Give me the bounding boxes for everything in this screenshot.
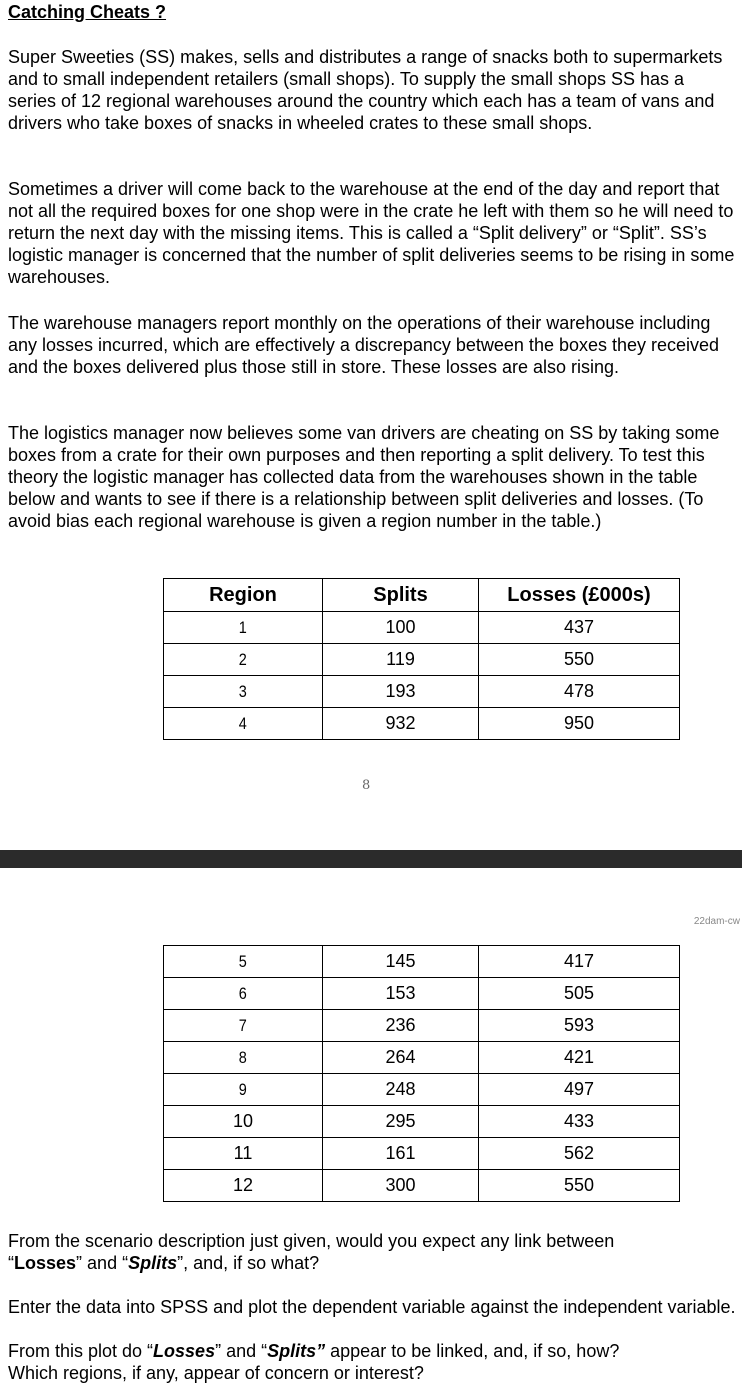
splits-cell: 153 [323,978,479,1010]
paragraph-split-delivery: Sometimes a driver will come back to the warehouse at the end of the day and report that not all the required boxes for one shop were in the crate he left with them so he will need to return the next day with the missing items. This is called a “Split delivery” or “Split”. SS’s logistic manager is concerned that the number of split deliveries seems to be rising in some warehouses. [8,179,735,287]
paragraph-theory: The logistics manager now believes some van drivers are cheating on SS by taking some boxes from a crate for their own purposes and then reporting a split delivery. To test this theory the logistic manager has collected data from the warehouses shown in the table below and wants to see if there is a relationship between split deliveries and losses. (To avoid bias each regional warehouse is given a region number in the table.) [8,423,720,531]
region-cell: 10 [164,1106,323,1138]
splits-cell: 248 [323,1074,479,1106]
region-cell: 11 [164,1138,323,1170]
losses-cell: 437 [479,612,680,644]
question-3 [8,1340,736,1384]
losses-cell: 593 [479,1010,680,1042]
region-cell: 1 [238,618,248,637]
table-row [164,644,680,676]
question-3-post: appear to be linked, and, if so, how? [325,1341,620,1361]
table-header-row [164,579,680,612]
losses-cell: 550 [479,644,680,676]
paragraph-intro: Super Sweeties (SS) makes, sells and distributes a range of snacks both to supermarkets and to small independent retailers (small shops). To supply the small shops SS has a series of 12 regional warehouses around the country which each has a team of vans and drivers who take boxes of snacks in wheeled crates to these small shops. [8,47,723,133]
watermark: 22dam-cw [693,916,740,927]
region-cell: 6 [238,984,248,1003]
losses-cell: 478 [479,676,680,708]
splits-cell: 264 [323,1042,479,1074]
splits-cell: 119 [323,644,479,676]
table-row [164,1042,680,1074]
losses-cell: 950 [479,708,680,740]
question-3-losses: Losses [153,1341,216,1361]
splits-cell: 161 [323,1138,479,1170]
region-cell: 12 [164,1170,323,1202]
losses-cell: 562 [479,1138,680,1170]
splits-cell: 193 [323,676,479,708]
document-title: Catching Cheats ? [8,2,167,22]
table-row [164,1010,680,1042]
losses-cell: 421 [479,1042,680,1074]
table-row [164,946,680,978]
region-cell: 4 [238,714,248,733]
region-cell: 2 [238,650,248,669]
data-table-part-1 [163,578,680,740]
question-1-losses: Losses [14,1253,77,1273]
question-3-mid: ” and “ [215,1341,268,1361]
question-1-splits: Splits [128,1253,178,1273]
table-row [164,1106,680,1138]
question-1-open-quote: “ [8,1253,14,1273]
table-row [164,708,680,740]
page-2 [0,868,742,1396]
losses-cell: 505 [479,978,680,1010]
losses-cell: 433 [479,1106,680,1138]
table-row [164,1138,680,1170]
splits-cell: 100 [323,612,479,644]
losses-cell: 550 [479,1170,680,1202]
header-losses: Losses (£000s) [479,579,680,612]
paragraph-losses: The warehouse managers report monthly on the operations of their warehouse including any losses incurred, which are effectively a discrepancy between the boxes they received and the boxes delivered plus those still in store. These losses are also rising. [8,313,720,377]
splits-cell: 295 [323,1106,479,1138]
losses-cell: 417 [479,946,680,978]
region-cell: 3 [238,682,248,701]
question-1-line-a: From the scenario description just given, would you expect any link between [8,1231,615,1251]
splits-cell: 932 [323,708,479,740]
question-3-pre: From this plot do “ [8,1341,154,1361]
question-3-splits: Splits” [267,1341,326,1361]
table-row [164,676,680,708]
region-cell: 9 [238,1080,248,1099]
question-4: Which regions, if any, appear of concern or interest? [8,1363,424,1383]
question-1-mid: ” and “ [76,1253,129,1273]
region-cell: 7 [238,1016,248,1035]
header-region: Region [164,579,323,612]
region-cell: 5 [238,952,248,971]
question-1-post: ”, and, if so what? [177,1253,320,1273]
splits-cell: 145 [323,946,479,978]
table-row [164,1074,680,1106]
data-table-part-2 [163,945,680,1202]
question-2: Enter the data into SPSS and plot the dependent variable against the independent variable. [8,1297,736,1317]
splits-cell: 236 [323,1010,479,1042]
splits-cell: 300 [323,1170,479,1202]
region-cell: 8 [238,1048,248,1067]
table-row [164,612,680,644]
header-splits: Splits [323,579,479,612]
table-row [164,978,680,1010]
page-number: 8 [362,778,371,793]
question-1 [8,1230,736,1274]
table-row [164,1170,680,1202]
page-break-divider [0,850,742,868]
losses-cell: 497 [479,1074,680,1106]
